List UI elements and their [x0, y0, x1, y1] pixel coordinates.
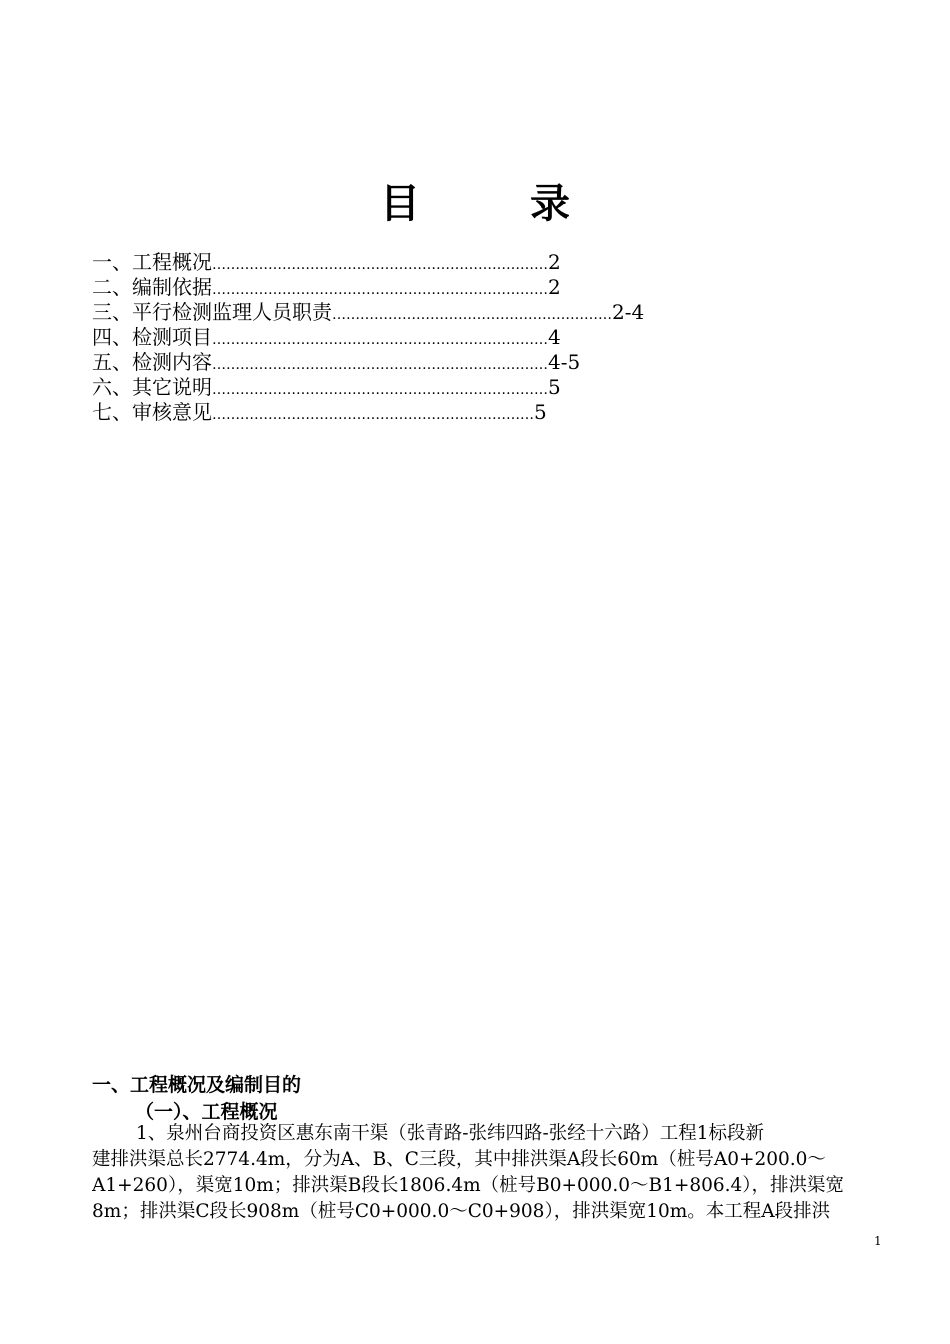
page-number: 1 — [874, 1234, 882, 1248]
toc-entry-label: 四、检测项目 — [92, 325, 212, 349]
toc-leader-dots: ……………………………………………………………… — [212, 382, 548, 398]
toc-entry-page: 4-5 — [548, 350, 581, 374]
toc-entry-label: 一、工程概况 — [92, 250, 212, 274]
toc-leader-dots: …………………………………………………… — [332, 307, 612, 323]
toc-entry-page: 2 — [548, 275, 561, 299]
paragraph-line: 8m；排洪渠C段长908m（桩号C0+000.0～C0+908），排洪渠宽10m。本工程A段排洪 — [92, 1201, 831, 1222]
toc-entry-page: 4 — [548, 325, 561, 349]
toc-entry-page: 5 — [534, 400, 547, 424]
table-of-contents — [92, 250, 892, 425]
toc-entry — [92, 300, 892, 325]
toc-entry — [92, 400, 892, 425]
toc-entry-page: 5 — [548, 375, 561, 399]
toc-entry — [92, 350, 892, 375]
paragraph-line: 1、泉州台商投资区惠东南干渠（张青路-张纬四路-张经十六路）工程1标段新 — [136, 1123, 765, 1144]
toc-entry-page: 2 — [548, 250, 561, 274]
toc-leader-dots: ……………………………………………………………… — [212, 357, 548, 373]
section-heading: 一、工程概况及编制目的 — [92, 1074, 302, 1096]
toc-leader-dots: ……………………………………………………………… — [212, 332, 548, 348]
toc-entry-label: 二、编制依据 — [92, 275, 212, 299]
paragraph-line: 建排洪渠总长2774.4m，分为A、B、C三段，其中排洪渠A段长60m（桩号A0+200.0～ — [92, 1149, 826, 1170]
toc-entry-page: 2-4 — [612, 300, 645, 324]
body-paragraph — [92, 1121, 882, 1225]
toc-entry-label: 三、平行检测监理人员职责 — [92, 300, 332, 324]
toc-entry-label: 五、检测内容 — [92, 350, 212, 374]
toc-title: 目 录 — [380, 181, 618, 227]
toc-entry-label: 七、审核意见 — [92, 400, 212, 424]
toc-entry — [92, 325, 892, 350]
toc-entry — [92, 275, 892, 300]
subsection-heading: （一）、工程概况 — [135, 1101, 278, 1123]
toc-entry — [92, 250, 892, 275]
toc-leader-dots: ……………………………………………………………… — [212, 257, 548, 273]
toc-leader-dots: ……………………………………………………………… — [212, 282, 548, 298]
toc-leader-dots: …………………………………………………………… — [212, 407, 534, 423]
toc-entry — [92, 375, 892, 400]
toc-entry-label: 六、其它说明 — [92, 375, 212, 399]
paragraph-line: A1+260），渠宽10m；排洪渠B段长1806.4m（桩号B0+000.0～B1+806.4），排洪渠宽 — [92, 1175, 845, 1196]
